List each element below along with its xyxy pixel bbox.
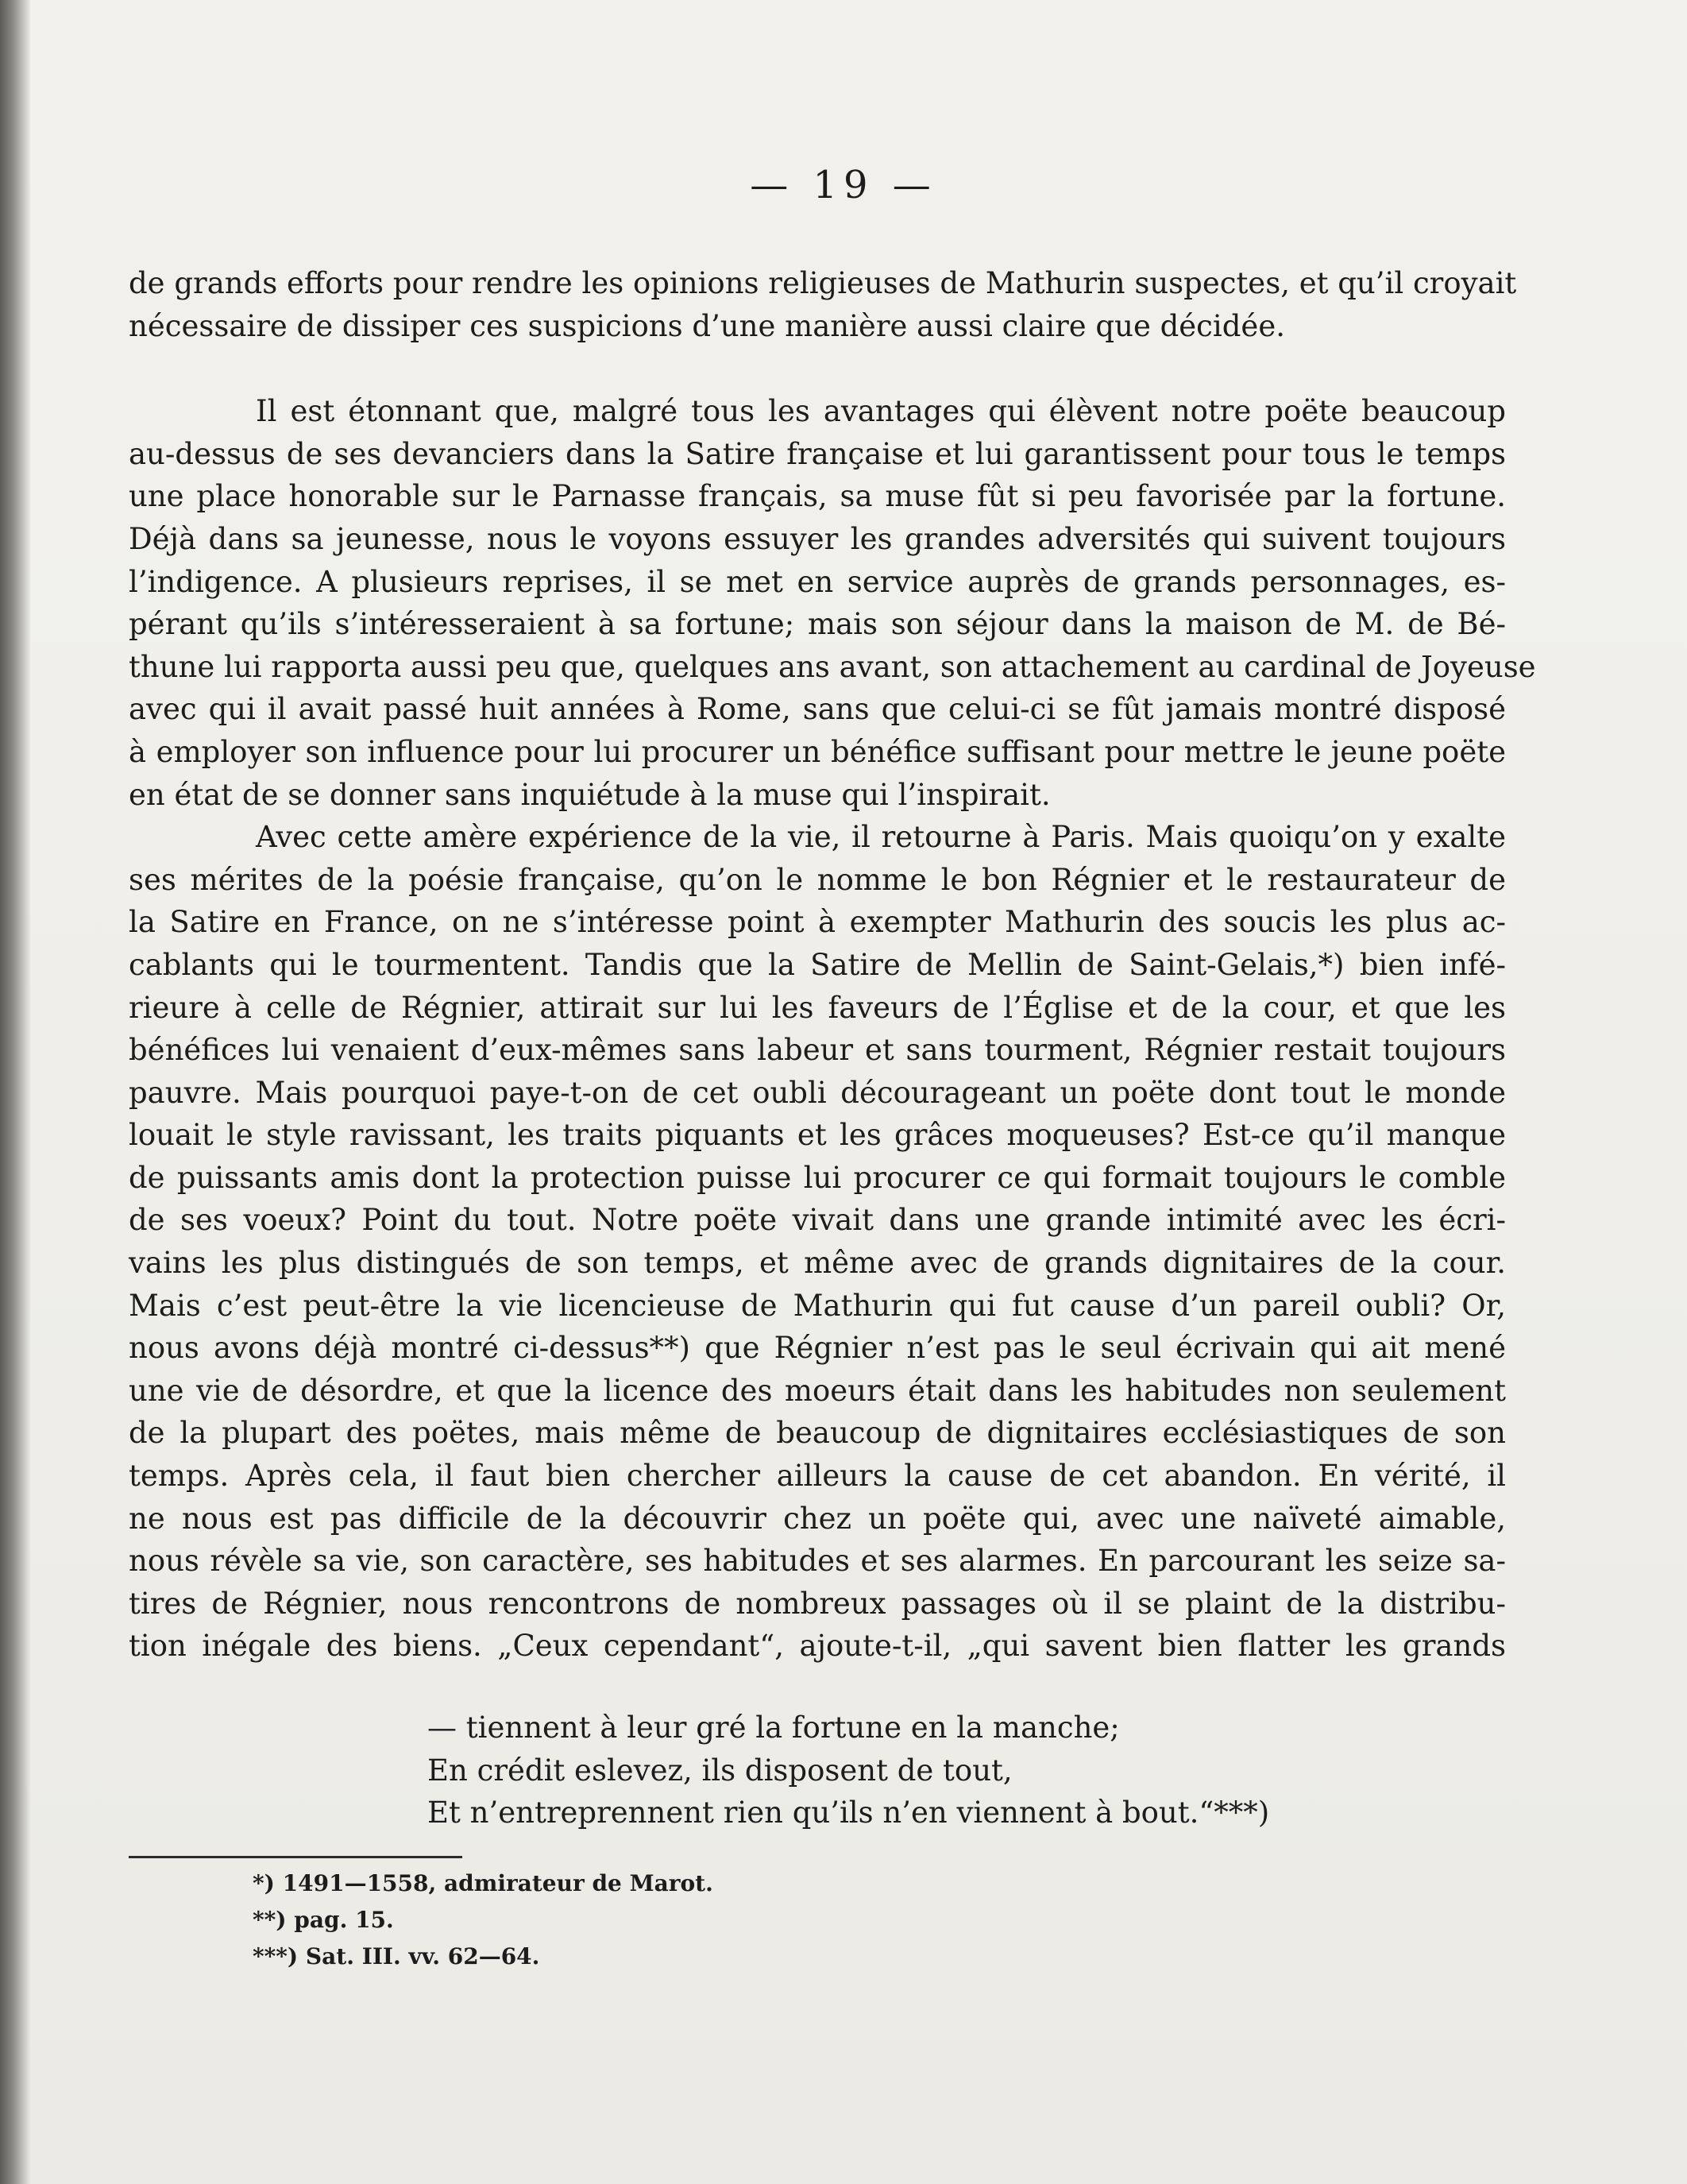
verse-line: — tiennent à leur gré la fortune en la manche; [427,1710,1120,1745]
text-line: pérant qu’ils s’intéresseraient à sa fortune; mais son séjour dans la maison de M. de Bé- [129,607,1506,642]
verse-quotation [427,1707,1269,1834]
text-line: tires de Régnier, nous rencontrons de nombreux passages où il se plaint de la distribu- [129,1586,1506,1621]
footnote-separator [129,1856,462,1858]
text-line: nous avons déjà montré ci-dessus**) que Régnier n’est pas le seul écrivain qui ait mené [129,1331,1506,1366]
text-line: thune lui rapporta aussi peu que, quelques ans avant, son attachement au cardinal de Joyeuse [129,649,1536,684]
paragraph-gap [129,347,1506,390]
text-line: pauvre. Mais pourquoi paye-t-on de cet oubli décourageant un poëte dont tout le monde [129,1075,1506,1110]
footnote: ***) Sat. III. vv. 62—64. [253,1943,540,1969]
text-line: à employer son influence pour lui procurer un bénéfice suffisant pour mettre le jeune poëte [129,734,1506,769]
text-line: Avec cette amère expérience de la vie, il retourne à Paris. Mais quoiqu’on y exalte [256,820,1506,855]
text-line: ses mérites de la poésie française, qu’on le nomme le bon Régnier et le restaurateur de [129,862,1506,897]
text-line: de grands efforts pour rendre les opinions religieuses de Mathurin suspectes, et qu’il croyait [129,266,1517,300]
text-line: nous révèle sa vie, son caractère, ses habitudes et ses alarmes. En parcourant les seize sa- [129,1544,1506,1579]
text-line: vains les plus distingués de son temps, et même avec de grands dignitaires de la cour. [129,1246,1506,1281]
footnote: *) 1491—1558, admirateur de Marot. [253,1870,713,1896]
text-line: Déjà dans sa jeunesse, nous le voyons essuyer les grandes adversités qui suivent toujours [129,521,1506,556]
verse-line: En crédit eslevez, ils disposent de tout, [427,1753,1013,1788]
text-line: avec qui il avait passé huit années à Rome, sans que celui-ci se fût jamais montré disposé [129,692,1506,727]
text-line: cablants qui le tourmentent. Tandis que la Satire de Mellin de Saint-Gelais,*) bien infé- [129,947,1506,982]
text-line: rieure à celle de Régnier, attirait sur lui les faveurs de l’Église et de la cour, et que les [129,990,1506,1025]
text-line: ne nous est pas difficile de la découvrir chez un poëte qui, avec une naïveté aimable, [129,1501,1506,1536]
text-line: louait le style ravissant, les traits piquants et les grâces moqueuses? Est-ce qu’il manque [129,1118,1506,1153]
text-line: de la plupart des poëtes, mais même de beaucoup de dignitaires ecclésiastiques de son [129,1416,1506,1451]
text-line: en état de se donner sans inquiétude à la muse qui l’inspirait. [129,777,1051,812]
text-line: une place honorable sur le Parnasse français, sa muse fût si peu favorisée par la fortune. [129,479,1506,514]
footnote: **) pag. 15. [253,1907,394,1933]
text-line: une vie de désordre, et que la licence des moeurs était dans les habitudes non seulement [129,1373,1506,1408]
page-number: — 19 — [750,163,937,207]
verse-line: Et n’entreprennent rien qu’ils n’en viennent à bout.“***) [427,1796,1270,1830]
text-line: la Satire en France, on ne s’intéresse point à exempter Mathurin des soucis les plus ac- [129,905,1506,940]
text-line: temps. Après cela, il faut bien chercher ailleurs la cause de cet abandon. En vérité, il [129,1459,1506,1494]
text-line: Il est étonnant que, malgré tous les avantages qui élèvent notre poëte beaucoup [256,394,1506,429]
text-line: au-dessus de ses devanciers dans la Satire française et lui garantissent pour tous le temps [129,436,1506,471]
text-line: de ses voeux? Point du tout. Notre poëte vivait dans une grande intimité avec les écri- [129,1203,1506,1238]
text-line: nécessaire de dissiper ces suspicions d’une manière aussi claire que décidée. [129,308,1285,343]
text-line: Mais c’est peut-être la vie licencieuse de Mathurin qui fut cause d’un pareil oubli? Or, [129,1288,1506,1323]
body-text [129,262,1536,1668]
book-binding-edge [0,0,30,2184]
text-line: tion inégale des biens. „Ceux cependant“, ajoute-t-il, „qui savent bien flatter les grands [129,1629,1506,1664]
text-line: de puissants amis dont la protection puisse lui procurer ce qui formait toujours le comble [129,1160,1506,1195]
text-line: bénéfices lui venaient d’eux-mêmes sans labeur et sans tourment, Régnier restait toujours [129,1033,1506,1068]
footnotes [253,1865,713,1975]
text-line: l’indigence. A plusieurs reprises, il se met en service auprès de grands personnages, es- [129,564,1506,599]
